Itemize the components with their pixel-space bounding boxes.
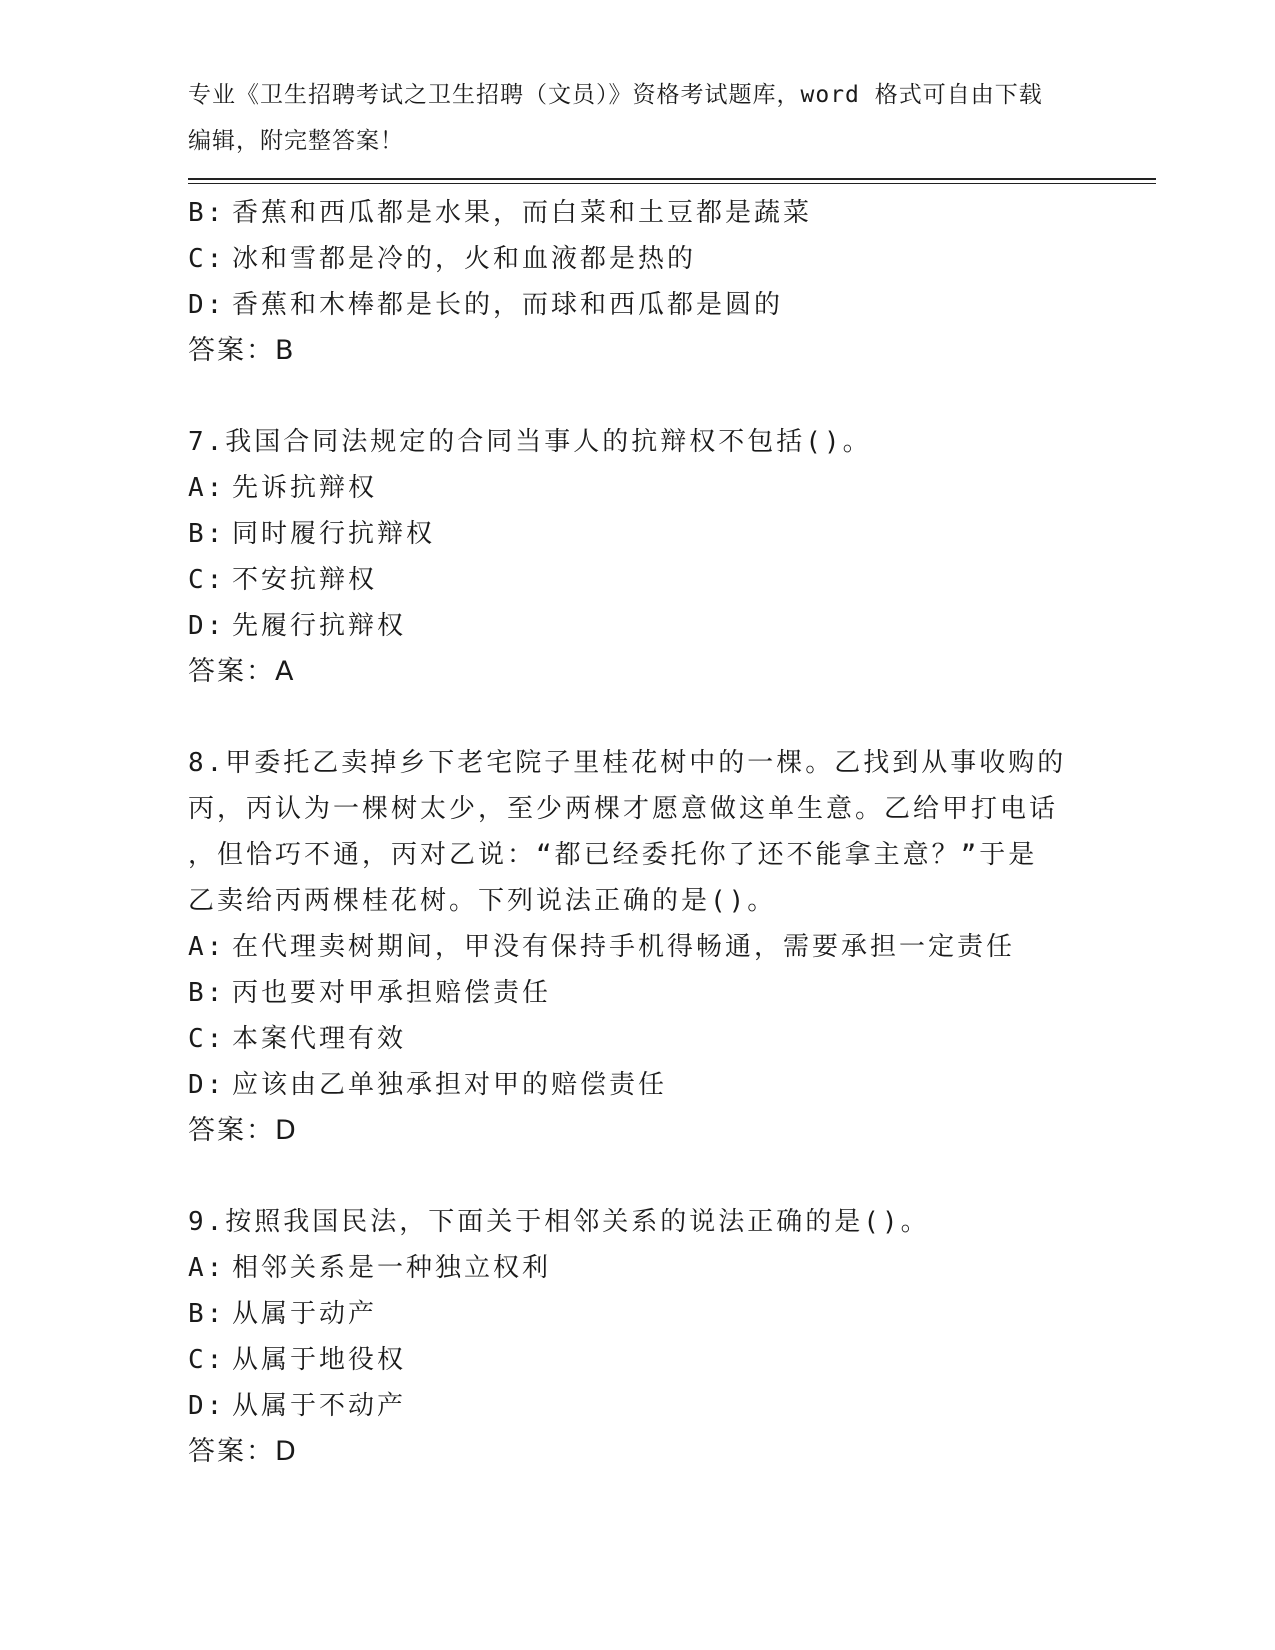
option-text: 香蕉和木棒都是长的，而球和西瓜都是圆的 [232,290,784,320]
spacer [188,1154,1108,1199]
option-text: 在代理卖树期间，甲没有保持手机得畅通，需要承担一定责任 [232,932,1016,962]
option-d [188,1383,1108,1429]
header-rule-thin [188,183,1156,184]
question-stem: 7.我国合同法规定的合同当事人的抗辩权不包括()。 [188,427,872,457]
option-d [188,603,1108,649]
option-b [188,190,1108,236]
option-letter: D: [188,1070,226,1100]
option-letter: D: [188,1391,226,1421]
option-letter: D: [188,290,226,320]
option-text: 本案代理有效 [232,1024,407,1054]
option-letter: C: [188,1024,226,1054]
document-header [188,72,1088,164]
header-line-1: 专业《卫生招聘考试之卫生招聘（文员）》资格考试题库，word 格式可自由下载 [188,82,1043,108]
option-a [188,924,1108,970]
option-b [188,1291,1108,1337]
answer-line: 答案：A [188,656,296,687]
answer-line: 答案：B [188,335,296,366]
option-letter: C: [188,565,226,595]
answer-line: 答案：D [188,1115,298,1146]
option-d [188,1062,1108,1108]
spacer [188,374,1108,419]
question-list [188,190,1108,1475]
option-text: 从属于不动产 [232,1391,407,1421]
question-stem-line: 乙卖给丙两棵桂花树。下列说法正确的是()。 [188,886,777,916]
question-stem-line: 丙，丙认为一棵树太少，至少两棵才愿意做这单生意。乙给甲打电话 [188,794,1059,824]
option-text: 从属于地役权 [232,1345,407,1375]
header-rule-thick [188,178,1156,180]
question-8 [188,740,1108,1154]
question-9 [188,1199,1108,1475]
option-letter: A: [188,932,226,962]
option-letter: B: [188,978,226,1008]
option-letter: A: [188,1253,226,1283]
option-letter: B: [188,519,226,549]
question-stem: 9.按照我国民法，下面关于相邻关系的说法正确的是()。 [188,1207,930,1237]
option-b [188,511,1108,557]
option-a [188,1245,1108,1291]
option-text: 不安抗辩权 [232,565,378,595]
option-c [188,557,1108,603]
option-text: 香蕉和西瓜都是水果，而白菜和土豆都是蔬菜 [232,198,813,228]
option-d [188,282,1108,328]
question-partial [188,190,1108,374]
option-c [188,1016,1108,1062]
option-b [188,970,1108,1016]
option-letter: B: [188,198,226,228]
option-letter: D: [188,611,226,641]
question-stem-line: ，但恰巧不通，丙对乙说：“都已经委托你了还不能拿主意？”于是 [188,840,1038,870]
option-text: 从属于动产 [232,1299,378,1329]
option-text: 冰和雪都是冷的，火和血液都是热的 [232,244,697,274]
spacer [188,695,1108,740]
option-letter: C: [188,1345,226,1375]
option-letter: B: [188,1299,226,1329]
option-text: 丙也要对甲承担赔偿责任 [232,978,552,1008]
option-text: 同时履行抗辩权 [232,519,436,549]
option-a [188,465,1108,511]
question-7 [188,419,1108,695]
answer-line: 答案：D [188,1436,298,1467]
option-text: 应该由乙单独承担对甲的赔偿责任 [232,1070,668,1100]
option-letter: C: [188,244,226,274]
option-text: 相邻关系是一种独立权利 [232,1253,552,1283]
option-c [188,236,1108,282]
option-text: 先诉抗辩权 [232,473,378,503]
option-text: 先履行抗辩权 [232,611,407,641]
question-stem-line: 8.甲委托乙卖掉乡下老宅院子里桂花树中的一棵。乙找到从事收购的 [188,748,1067,778]
option-letter: A: [188,473,226,503]
option-c [188,1337,1108,1383]
header-line-2: 编辑，附完整答案！ [188,128,404,154]
